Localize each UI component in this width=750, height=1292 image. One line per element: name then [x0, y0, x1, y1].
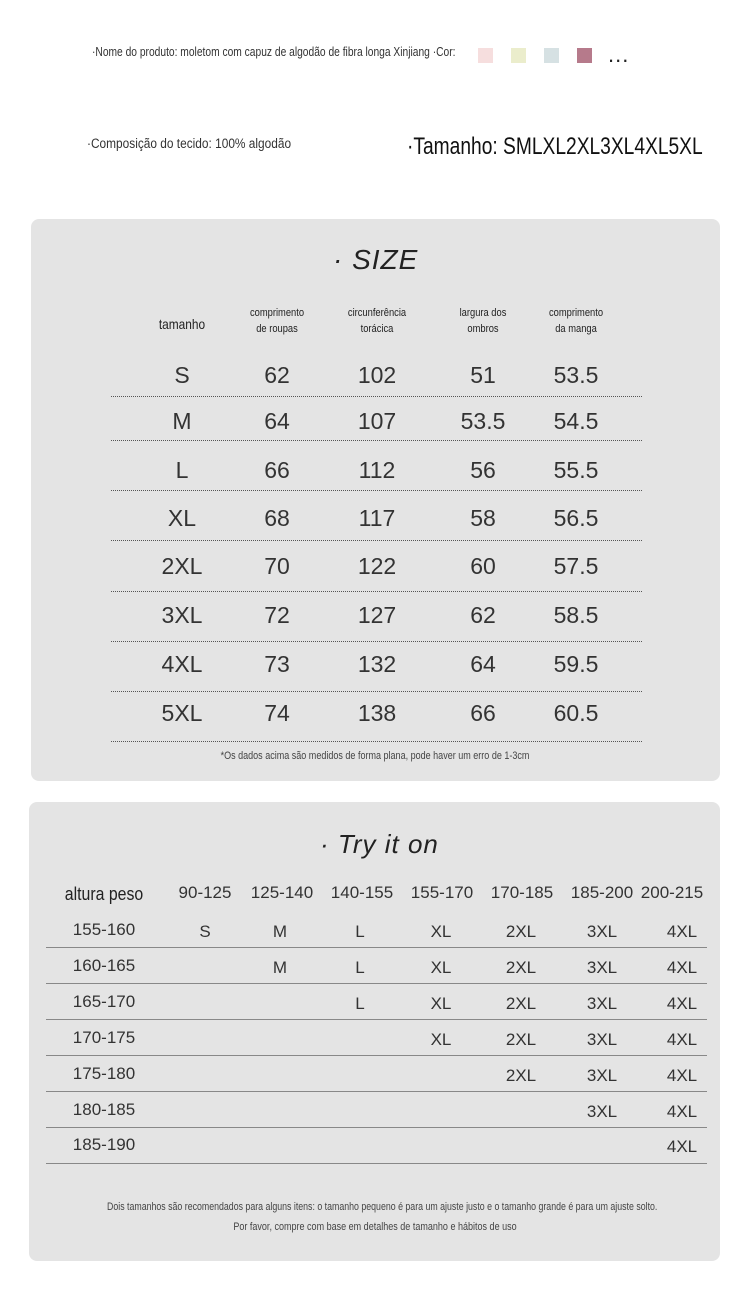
- fit-weight-header: 185-200: [570, 883, 634, 902]
- size-value-cell: 68: [264, 505, 290, 531]
- size-label-cell: 4XL: [161, 651, 203, 677]
- size-row-divider: [111, 396, 642, 397]
- size-value-cell: 55.5: [553, 457, 599, 483]
- fit-size-cell: L: [355, 922, 365, 941]
- fit-size-cell: 3XL: [586, 1066, 618, 1085]
- fit-size-cell: M: [272, 958, 288, 977]
- size-row-divider: [111, 591, 642, 592]
- fit-height-label: 175-180: [72, 1064, 136, 1083]
- fabric-composition-line: ·Composição do tecido: 100% algodão: [87, 136, 292, 151]
- fit-size-cell: 2XL: [505, 958, 537, 977]
- size-label-cell: M: [172, 408, 192, 434]
- fit-size-cell: S: [199, 922, 211, 941]
- size-column-header-line: comprimento: [548, 307, 604, 319]
- fit-size-cell: 4XL: [666, 958, 698, 977]
- fit-size-cell: 3XL: [586, 1102, 618, 1121]
- size-value-cell: 132: [357, 651, 397, 677]
- color-swatch[interactable]: [511, 48, 526, 63]
- fit-size-cell: 3XL: [586, 994, 618, 1013]
- color-swatch[interactable]: [544, 48, 559, 63]
- fit-height-label: 170-175: [72, 1028, 136, 1047]
- fit-row-divider: [46, 1019, 707, 1020]
- fit-row-divider: [46, 1055, 707, 1056]
- size-row-divider: [111, 490, 642, 491]
- fit-size-cell: XL: [430, 994, 452, 1013]
- size-value-cell: 58.5: [553, 602, 599, 628]
- size-chart-note: *Os dados acima são medidos de forma plana, pode haver um erro de 1-3cm: [220, 750, 530, 762]
- size-column-header: [226, 305, 328, 337]
- fit-height-label: 160-165: [72, 956, 136, 975]
- size-column-header-line: da manga: [555, 323, 597, 335]
- fit-corner-label: altura peso: [64, 884, 144, 904]
- fit-size-cell: 4XL: [666, 1030, 698, 1049]
- fit-row-divider: [46, 1127, 707, 1128]
- size-value-cell: 102: [357, 362, 397, 388]
- fit-note-2: Por favor, compre com base em detalhes de tamanho e hábitos de uso: [233, 1221, 517, 1233]
- size-value-cell: 64: [470, 651, 496, 677]
- size-value-cell: 70: [264, 553, 290, 579]
- fit-size-cell: 2XL: [505, 994, 537, 1013]
- size-column-header-line: ombros: [467, 323, 499, 335]
- size-value-cell: 51: [470, 362, 496, 388]
- more-colors-ellipsis: ...: [608, 42, 630, 67]
- fit-size-cell: M: [272, 922, 288, 941]
- fit-weight-header: 140-155: [330, 883, 394, 902]
- size-value-cell: 117: [358, 505, 396, 531]
- fit-height-label: 185-190: [72, 1135, 136, 1154]
- fit-size-cell: 2XL: [505, 922, 537, 941]
- size-value-cell: 138: [357, 700, 397, 726]
- fit-size-cell: XL: [430, 1030, 452, 1049]
- fit-row-divider: [46, 983, 707, 984]
- size-column-header-line: torácica: [360, 323, 394, 335]
- fit-weight-header: 200-215: [640, 883, 704, 902]
- fit-height-label: 155-160: [72, 920, 136, 939]
- size-label-cell: S: [174, 362, 190, 388]
- fit-row-divider: [46, 1091, 707, 1092]
- size-value-cell: 58: [470, 505, 496, 531]
- fit-row-divider: [46, 1163, 707, 1164]
- fit-size-cell: 4XL: [666, 1102, 698, 1121]
- size-value-cell: 54.5: [553, 408, 599, 434]
- fit-size-cell: 4XL: [666, 994, 698, 1013]
- fit-weight-header: 170-185: [490, 883, 554, 902]
- size-value-cell: 56.5: [553, 505, 599, 531]
- fit-size-cell: 4XL: [666, 1137, 698, 1156]
- size-row-divider: [111, 540, 642, 541]
- size-value-cell: 62: [470, 602, 496, 628]
- size-value-cell: 112: [358, 457, 396, 483]
- size-value-cell: 64: [264, 408, 290, 434]
- size-value-cell: 122: [357, 553, 397, 579]
- size-column-header: [525, 305, 627, 337]
- size-column-header: [131, 316, 233, 332]
- fit-size-cell: XL: [430, 958, 452, 977]
- size-label-cell: L: [175, 457, 189, 483]
- size-value-cell: 59.5: [553, 651, 599, 677]
- size-column-header-line: circunferência: [347, 307, 407, 319]
- size-chart-panel: [31, 219, 720, 781]
- size-value-cell: 56: [470, 457, 496, 483]
- size-label-cell: XL: [167, 505, 197, 531]
- size-row-divider: [111, 641, 642, 642]
- fit-weight-header: 125-140: [250, 883, 314, 902]
- size-value-cell: 60: [470, 553, 496, 579]
- size-column-header: [432, 305, 534, 337]
- color-swatch[interactable]: [478, 48, 493, 63]
- fit-size-cell: L: [355, 994, 365, 1013]
- fit-guide-title: · Try it on: [320, 829, 439, 859]
- size-value-cell: 53.5: [460, 408, 506, 434]
- size-column-header-line: largura dos: [459, 307, 507, 319]
- fit-height-label: 180-185: [72, 1100, 136, 1119]
- size-list-line: ·Tamanho: SMLXL2XL3XL4XL5XL: [407, 133, 703, 160]
- fit-size-cell: 4XL: [666, 922, 698, 941]
- fit-size-cell: 4XL: [666, 1066, 698, 1085]
- fit-weight-header: 155-170: [410, 883, 474, 902]
- size-value-cell: 60.5: [553, 700, 599, 726]
- size-value-cell: 53.5: [553, 362, 599, 388]
- fit-size-cell: 3XL: [586, 922, 618, 941]
- color-swatches: [478, 42, 630, 67]
- size-column-header-line: tamanho: [158, 316, 206, 332]
- size-column-header-line: comprimento: [249, 307, 305, 319]
- fit-note-1: Dois tamanhos são recomendados para alguns itens: o tamanho pequeno é para um ajuste justo e o tamanho grande é para um ajuste solto.: [107, 1201, 658, 1213]
- size-value-cell: 57.5: [553, 553, 599, 579]
- size-value-cell: 62: [264, 362, 290, 388]
- fit-size-cell: XL: [430, 922, 452, 941]
- size-column-header: [326, 305, 428, 337]
- size-chart-title: · SIZE: [333, 244, 419, 275]
- size-value-cell: 66: [470, 700, 496, 726]
- fit-row-divider: [46, 947, 707, 948]
- fit-size-cell: L: [355, 958, 365, 977]
- size-row-divider: [111, 741, 642, 742]
- size-label-cell: 5XL: [161, 700, 203, 726]
- size-label-cell: 3XL: [161, 602, 203, 628]
- size-value-cell: 73: [264, 651, 290, 677]
- size-label-cell: 2XL: [161, 553, 203, 579]
- fit-weight-header: 90-125: [178, 883, 232, 902]
- fit-size-cell: 2XL: [505, 1030, 537, 1049]
- fit-height-label: 165-170: [72, 992, 136, 1011]
- fit-size-cell: 3XL: [586, 1030, 618, 1049]
- fit-size-cell: 2XL: [505, 1066, 537, 1085]
- size-row-divider: [111, 691, 642, 692]
- size-column-header-line: de roupas: [256, 323, 298, 335]
- size-value-cell: 72: [264, 602, 290, 628]
- size-value-cell: 107: [357, 408, 397, 434]
- fit-size-cell: 3XL: [586, 958, 618, 977]
- size-value-cell: 74: [264, 700, 290, 726]
- product-name-line: ·Nome do produto: moletom com capuz de algodão de fibra longa Xinjiang ·Cor:: [92, 45, 456, 59]
- size-value-cell: 127: [357, 602, 397, 628]
- size-row-divider: [111, 440, 642, 441]
- size-value-cell: 66: [264, 457, 290, 483]
- color-swatch[interactable]: [577, 48, 592, 63]
